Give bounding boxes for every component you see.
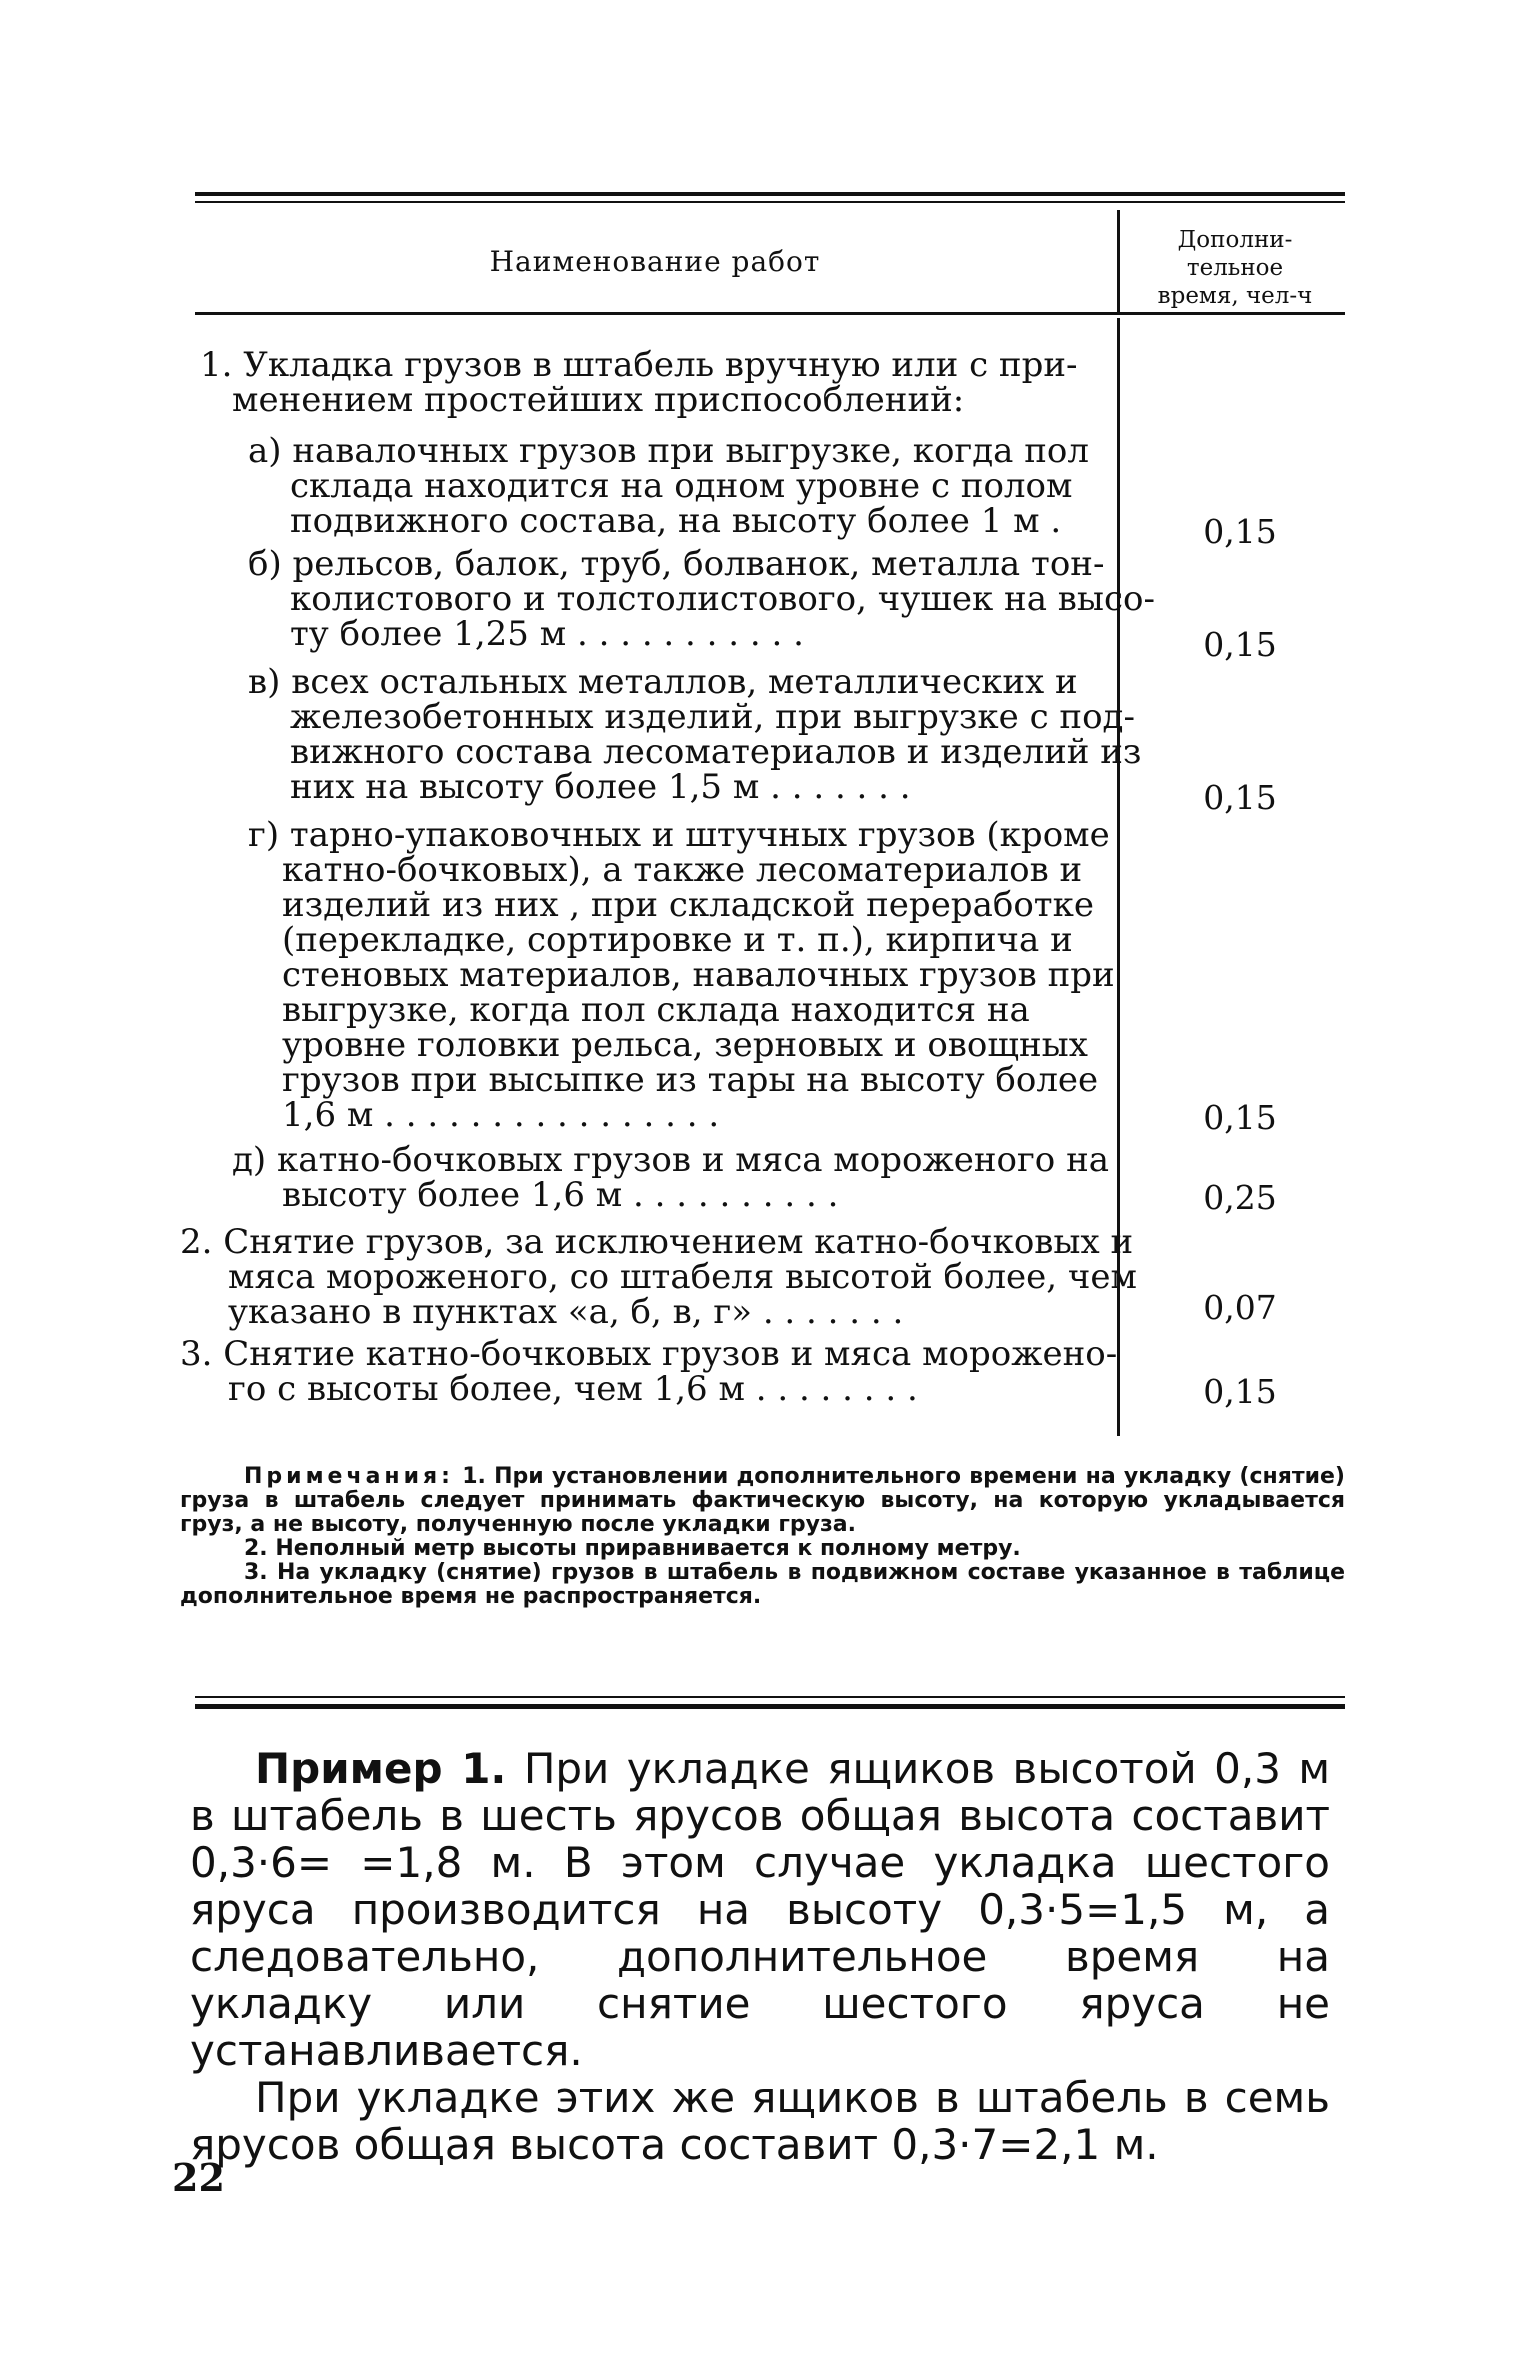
row-line: высоту более 1,6 м . . . . . . . . . . <box>282 1175 839 1215</box>
table-top-rule-thin <box>195 201 1345 203</box>
header-time-line: время, чел-ч <box>1157 283 1313 309</box>
row-line: катно-бочковых), а также лесоматериалов и <box>282 850 1083 890</box>
notes-block <box>180 1465 1345 1609</box>
table-bottom-rule-thick <box>195 1704 1345 1709</box>
note-3: 3. На укладку (снятие) грузов в штабель в подвижном составе указанное в таблице дополнительное время не распространяется. <box>180 1560 1345 1609</box>
row-line: них на высоту более 1,5 м . . . . . . . <box>290 767 911 807</box>
example-label: Пример 1. <box>255 1744 507 1793</box>
time-value: 0,15 <box>1203 1098 1277 1137</box>
table-top-rule <box>195 192 1345 196</box>
note-2: 2. Неполный метр высоты приравнивается к полному метру. <box>244 1536 1021 1561</box>
row-line: ту более 1,25 м . . . . . . . . . . . <box>290 614 804 654</box>
row-line: 1,6 м . . . . . . . . . . . . . . . . <box>282 1095 720 1135</box>
notes-heading: Примечания: <box>244 1464 454 1489</box>
row-line: подвижного состава, на высоту более 1 м . <box>290 501 1062 541</box>
page-number: 22 <box>172 2155 225 2200</box>
time-value: 0,07 <box>1203 1288 1277 1327</box>
table-header-rule <box>195 312 1345 315</box>
row-line: го с высоты более, чем 1,6 м . . . . . . . . <box>228 1369 918 1409</box>
row-line: б) рельсов, балок, труб, болванок, металла тон- <box>248 544 1105 584</box>
row-line: уровне головки рельса, зерновых и овощных <box>282 1025 1088 1065</box>
time-value: 0,25 <box>1203 1178 1277 1217</box>
row-line: изделий из них , при складской переработке <box>282 885 1094 925</box>
row-line: 2. Снятие грузов, за исключением катно-бочковых и <box>180 1222 1134 1262</box>
row-line: склада находится на одном уровне с полом <box>290 466 1073 506</box>
column-header-works: Наименование работ <box>489 245 821 278</box>
table-bottom-rule <box>195 1696 1345 1698</box>
column-header-additional-time <box>1125 226 1345 310</box>
example-block <box>190 1745 1330 2168</box>
time-value: 0,15 <box>1203 778 1277 817</box>
header-time-line: тельное <box>1186 255 1284 281</box>
row-line: выгрузке, когда пол склада находится на <box>282 990 1030 1030</box>
row-line: вижного состава лесоматериалов и изделий из <box>290 732 1142 772</box>
row-line: в) всех остальных металлов, металлических и <box>248 662 1078 702</box>
note-1: 1. При установлении дополнительного времени на укладку (снятие) груза в штабель следует принимать фактическую высоту, на которую укладывается груз, а не высоту, полученную после укладки груза. <box>180 1464 1345 1537</box>
row-line: г) тарно-упаковочных и штучных грузов (кроме <box>248 815 1110 855</box>
column-separator-header <box>1117 210 1120 312</box>
row-line: (перекладке, сортировке и т. п.), кирпича и <box>282 920 1073 960</box>
row-line: а) навалочных грузов при выгрузке, когда пол <box>248 431 1089 471</box>
row-line: 1. Укладка грузов в штабель вручную или с при- <box>200 345 1078 385</box>
row-line: менением простейших приспособлений: <box>232 380 965 420</box>
row-line: мяса мороженого, со штабеля высотой более, чем <box>228 1257 1137 1297</box>
time-value: 0,15 <box>1203 1372 1277 1411</box>
header-time-line: Дополни- <box>1177 227 1293 253</box>
row-line: стеновых материалов, навалочных грузов при <box>282 955 1115 995</box>
row-line: д) катно-бочковых грузов и мяса мороженого на <box>232 1140 1110 1180</box>
row-line: 3. Снятие катно-бочковых грузов и мяса морожено- <box>180 1334 1118 1374</box>
time-value: 0,15 <box>1203 625 1277 664</box>
row-line: железобетонных изделий, при выгрузке с под- <box>290 697 1135 737</box>
row-line: указано в пунктах «а, б, в, г» . . . . . . . <box>228 1292 904 1332</box>
row-line: колистового и толстолистового, чушек на высо- <box>290 579 1155 619</box>
time-value: 0,15 <box>1203 512 1277 551</box>
row-line: грузов при высыпке из тары на высоту более <box>282 1060 1099 1100</box>
example-paragraph-1: При укладке ящиков высотой 0,3 м в штабель в шесть ярусов общая высота составит 0,3·6= =1,8 м. В этом случае укладка шестого яруса производится на высоту 0,3·5=1,5 м, а следовательно, дополнительное время на укладку или снятие шестого яруса не устанавливается. <box>190 1744 1331 2075</box>
example-paragraph-2: При укладке этих же ящиков в штабель в семь ярусов общая высота составит 0,3·7=2,1 м. <box>190 2073 1330 2169</box>
